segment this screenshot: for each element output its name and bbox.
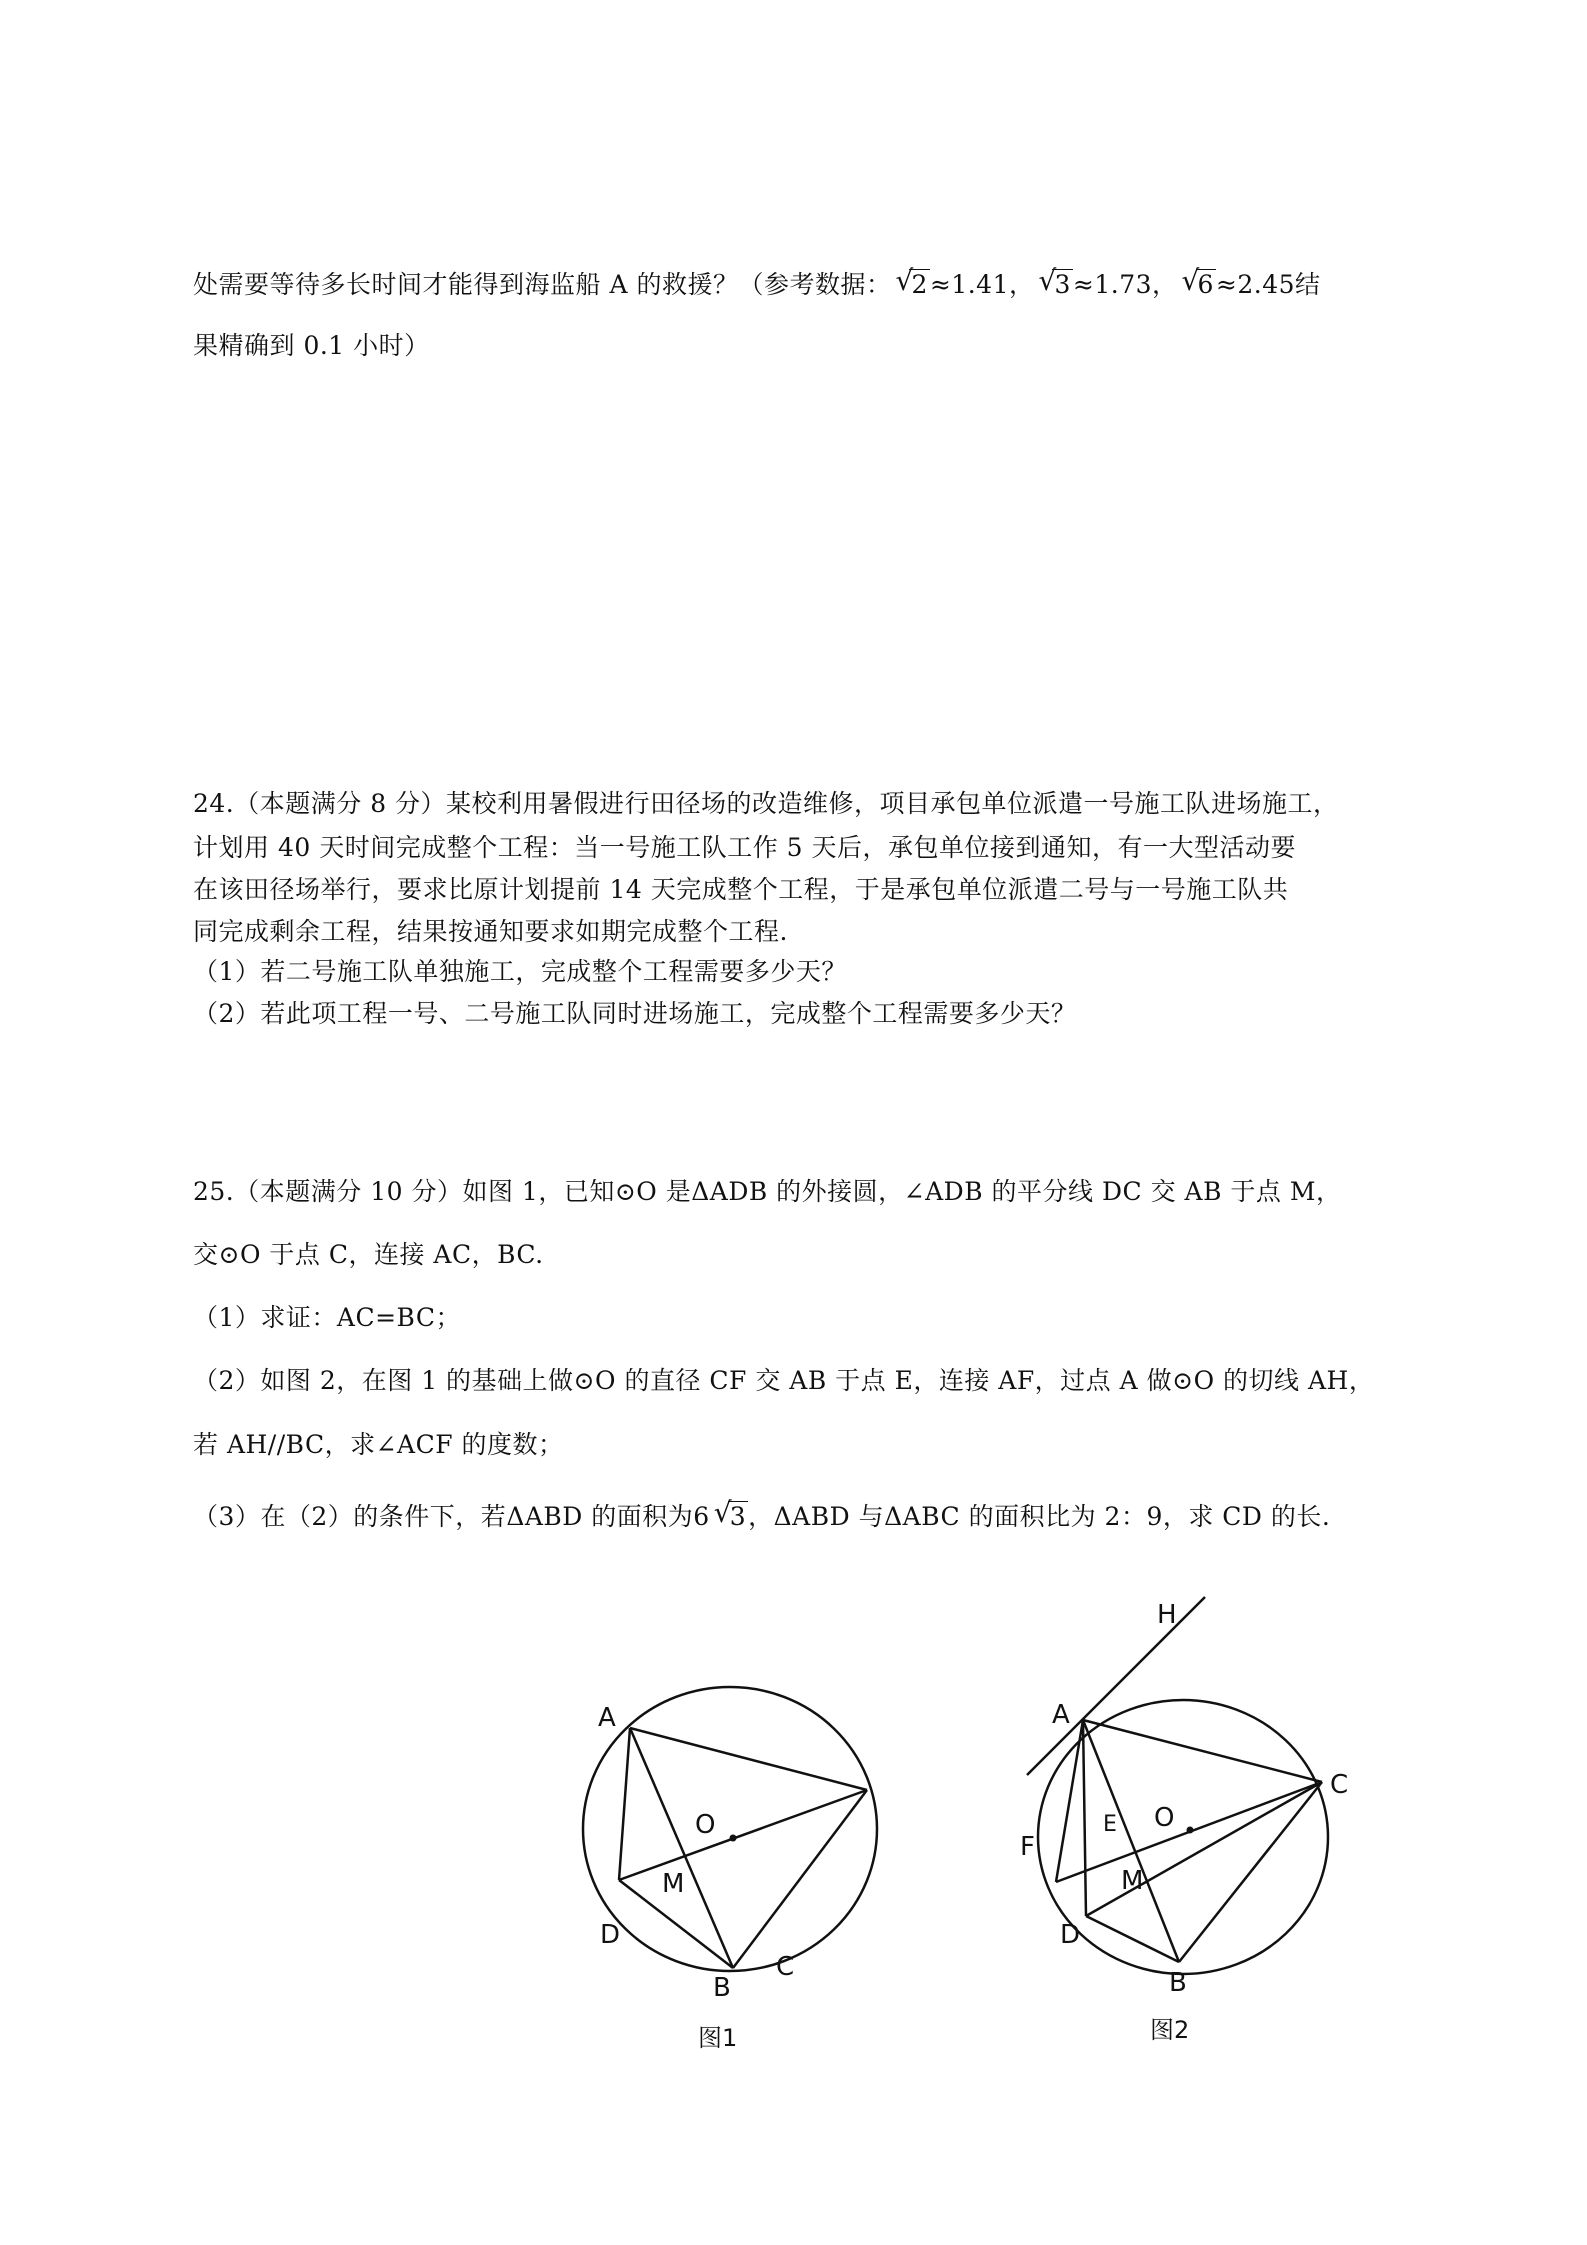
label-a: A [598, 1703, 616, 1733]
area-coefficient: 6 [693, 1502, 710, 1531]
q24-line-2: 计划用 40 天时间完成整个工程：当一号施工队工作 5 天后，承包单位接到通知，有一大型活动要 [193, 833, 1297, 862]
segment-dc [619, 1790, 867, 1880]
segment-ad [619, 1728, 630, 1880]
figure-2-caption: 图2 [1150, 2016, 1190, 2044]
q25-line-2: 交⊙O 于点 C，连接 AC，BC. [193, 1240, 544, 1269]
label-c: C [1330, 1770, 1349, 1800]
label-d: D [600, 1920, 621, 1950]
q25-part-1: （1）求证：AC=BC； [193, 1303, 462, 1332]
label-c: C [776, 1952, 795, 1982]
sqrt-3: √ 3 [1038, 264, 1071, 299]
label-b: B [1169, 1968, 1187, 1998]
label-b: B [713, 1973, 731, 2003]
q25-line-1: 25.（本题满分 10 分）如图 1，已知⊙O 是ΔADB 的外接圆，∠ADB 的平分线 DC 交 AB 于点 M， [193, 1177, 1342, 1206]
q24-line-1: 24.（本题满分 8 分）某校利用暑假进行田径场的改造维修，项目承包单位派遣一号施工队进场施工， [193, 789, 1339, 818]
tangent-ah [1027, 1597, 1205, 1775]
q25-part-3-text-end: ，ΔABD 与ΔABC 的面积比为 2：9，求 CD 的长. [748, 1502, 1331, 1531]
label-d: D [1060, 1920, 1081, 1950]
label-e: E [1103, 1812, 1117, 1837]
sqrt-2: √ 2 [895, 264, 928, 299]
q24-line-4: 同完成剩余工程，结果按通知要求如期完成整个工程. [193, 917, 788, 946]
q24-line-3: 在该田径场举行，要求比原计划提前 14 天完成整个工程，于是承包单位派遣二号与一号施工队共 [193, 875, 1289, 904]
circle-o [583, 1687, 877, 1971]
label-h: H [1157, 1600, 1177, 1630]
sqrt-2-value: ≈1.41， [929, 270, 1035, 299]
figure-2 [1010, 1585, 1370, 2009]
segment-ad [1083, 1720, 1086, 1916]
label-o: O [695, 1810, 716, 1840]
sqrt-3-area: √ 3 [713, 1496, 747, 1531]
circle-o [1038, 1700, 1328, 1974]
label-m: M [662, 1869, 685, 1899]
q23-line-2: 果精确到 0.1 小时） [193, 331, 430, 360]
segment-ac [630, 1728, 867, 1790]
sqrt-3-value: ≈1.73， [1072, 270, 1178, 299]
figure-1 [560, 1665, 900, 2009]
center-point [1187, 1827, 1194, 1834]
segment-db [1086, 1916, 1179, 1962]
q24-part-1: （1）若二号施工队单独施工，完成整个工程需要多少天？ [193, 957, 847, 986]
label-m: M [1121, 1866, 1144, 1896]
segment-ab [630, 1728, 733, 1968]
label-f: F [1020, 1832, 1035, 1862]
figure-1-caption: 图1 [698, 2024, 738, 2052]
sqrt-6-value: ≈2.45 [1215, 270, 1296, 299]
segment-ac [1083, 1720, 1322, 1782]
q25-part-2a: （2）如图 2，在图 1 的基础上做⊙O 的直径 CF 交 AB 于点 E，连接 AF，过点 A 做⊙O 的切线 AH， [193, 1366, 1375, 1395]
segment-af [1056, 1720, 1083, 1882]
q23-line-1 [193, 264, 1321, 302]
sqrt-6: √ 6 [1181, 264, 1214, 299]
q24-part-2: （2）若此项工程一号、二号施工队同时进场施工，完成整个工程需要多少天？ [193, 999, 1077, 1028]
q25-part-2b: 若 AH//BC，求∠ACF 的度数； [193, 1430, 564, 1459]
label-o: O [1154, 1803, 1175, 1833]
q23-text-end: 结 [1295, 270, 1321, 299]
segment-bc [733, 1790, 867, 1968]
center-point [730, 1835, 737, 1842]
label-a: A [1052, 1700, 1070, 1730]
q25-part-3 [193, 1496, 1331, 1534]
q23-text: 处需要等待多长时间才能得到海监船 A 的救援？（参考数据： [193, 270, 892, 299]
q25-part-3-text: （3）在（2）的条件下，若ΔABD 的面积为 [193, 1502, 694, 1531]
